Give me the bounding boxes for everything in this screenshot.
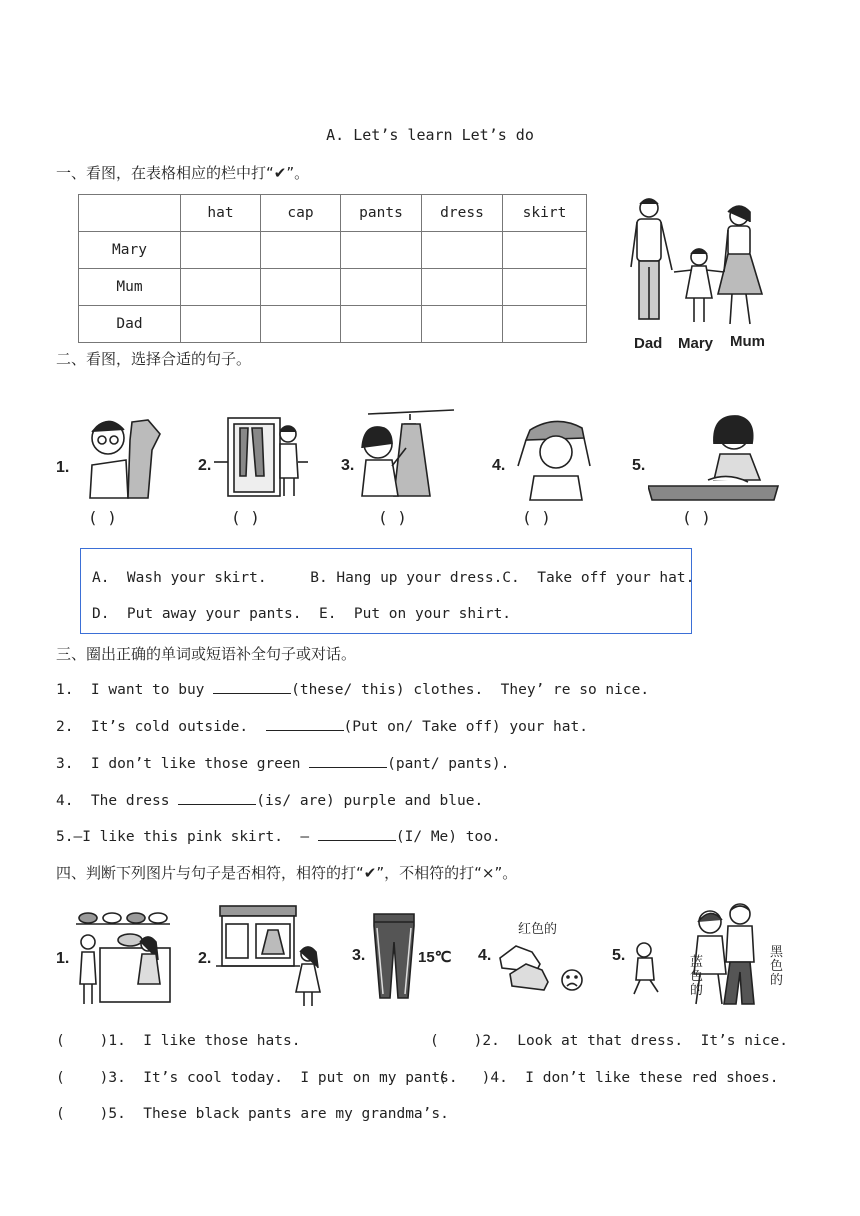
answer-paren[interactable]: ( ) (682, 508, 711, 527)
answer-cell[interactable] (181, 232, 261, 269)
statement-1: ( )1. I like those hats. (56, 1033, 301, 1049)
section4-heading: 四、判断下列图片与句子是否相符，相符的打“✔”，不相符的打“×”。 (56, 864, 518, 882)
dress-shop-picture (216, 902, 328, 1010)
section2-heading: 二、看图，选择合适的句子。 (56, 350, 252, 368)
family-illustration (624, 192, 774, 352)
answer-paren[interactable]: ( ) (88, 508, 117, 527)
column-header-hat: hat (181, 195, 261, 232)
answer-blank[interactable] (309, 753, 387, 768)
picture-number: 2. (198, 950, 212, 967)
answer-cell[interactable] (422, 232, 503, 269)
closet-picture (214, 414, 308, 500)
hat-shop-picture (72, 904, 174, 1008)
picture-number: 1. (56, 459, 70, 476)
column-header-pants: pants (341, 195, 422, 232)
answer-paren[interactable]: ( ) (378, 508, 407, 527)
answer-cell[interactable] (341, 269, 422, 306)
row-header-mum: Mum (79, 269, 181, 306)
answer-cell[interactable] (181, 306, 261, 343)
picture-number: 3. (341, 457, 355, 474)
answer-cell[interactable] (181, 269, 261, 306)
answer-cell[interactable] (341, 306, 422, 343)
fill-item: 4. The dress (is/ are) purple and blue. (56, 790, 483, 809)
answer-cell[interactable] (422, 306, 503, 343)
statement-2: ( )2. Look at that dress. It’s nice. (430, 1033, 788, 1049)
section3-heading: 三、圈出正确的单词或短语补全句子或对话。 (56, 645, 357, 663)
temperature-label: 15℃ (418, 949, 452, 966)
column-header-skirt: skirt (503, 195, 587, 232)
fill-item: 2. It’s cold outside. (Put on/ Take off) your hat. (56, 716, 588, 735)
label-mum: Mum (730, 333, 765, 350)
boy-shirt-picture (82, 410, 166, 502)
girl-hang-dress-picture (358, 408, 458, 502)
table-header-row (79, 195, 587, 232)
options-line-1: A. Wash your skirt. B. Hang up your dress.C. Take off your hat. (92, 570, 695, 586)
section1-heading: 一、看图，在表格相应的栏中打“✔”。 (56, 164, 310, 182)
worksheet-title: A. Let’s learn Let’s do (326, 126, 534, 144)
pants-picture (368, 908, 420, 1004)
row-header-mary: Mary (79, 232, 181, 269)
answer-cell[interactable] (261, 232, 341, 269)
answer-blank[interactable] (213, 679, 291, 694)
picture-number: 2. (198, 457, 212, 474)
boy-hat-picture (508, 416, 600, 502)
answer-paren[interactable]: ( ) (231, 508, 260, 527)
red-label: 红色的 (518, 922, 558, 937)
shoes-sad-face-picture (496, 934, 592, 994)
table-row (79, 306, 587, 343)
label-mary: Mary (678, 335, 714, 352)
answer-paren[interactable]: ( ) (522, 508, 551, 527)
answer-cell[interactable] (503, 306, 587, 343)
black-label: 黑色的 (770, 945, 784, 988)
picture-number: 3. (352, 947, 366, 964)
picture-number: 4. (492, 457, 506, 474)
picture-number: 1. (56, 950, 70, 967)
picture-number: 5. (612, 947, 626, 964)
blue-label: 蓝色的 (690, 955, 704, 998)
answer-blank[interactable] (318, 826, 396, 841)
picture-number: 4. (478, 947, 492, 964)
clothes-table (78, 194, 587, 343)
row-header-dad: Dad (79, 306, 181, 343)
fill-item: 5.—I like this pink skirt. — (I/ Me) too. (56, 826, 501, 845)
answer-blank[interactable] (178, 790, 256, 805)
column-header-dress: dress (422, 195, 503, 232)
girl-wash-picture (648, 410, 780, 502)
answer-cell[interactable] (261, 306, 341, 343)
answer-cell[interactable] (503, 232, 587, 269)
options-line-2: D. Put away your pants. E. Put on your shirt. (92, 606, 512, 622)
statement-4: ( )4. I don’t like these red shoes. (438, 1070, 779, 1086)
answer-cell[interactable] (422, 269, 503, 306)
answer-blank[interactable] (266, 716, 344, 731)
answer-cell[interactable] (341, 232, 422, 269)
answer-cell[interactable] (503, 269, 587, 306)
fill-item: 1. I want to buy (these/ this) clothes. They’ re so nice. (56, 679, 649, 698)
statement-3: ( )3. It’s cool today. I put on my pants. (56, 1070, 458, 1086)
table-row (79, 269, 587, 306)
statement-5: ( )5. These black pants are my grandma’s. (56, 1106, 449, 1122)
fill-item: 3. I don’t like those green (pant/ pants). (56, 753, 509, 772)
picture-number: 5. (632, 457, 646, 474)
table-row (79, 232, 587, 269)
column-header-cap: cap (261, 195, 341, 232)
label-dad: Dad (634, 335, 663, 352)
answer-cell[interactable] (261, 269, 341, 306)
table-corner-cell (79, 195, 181, 232)
